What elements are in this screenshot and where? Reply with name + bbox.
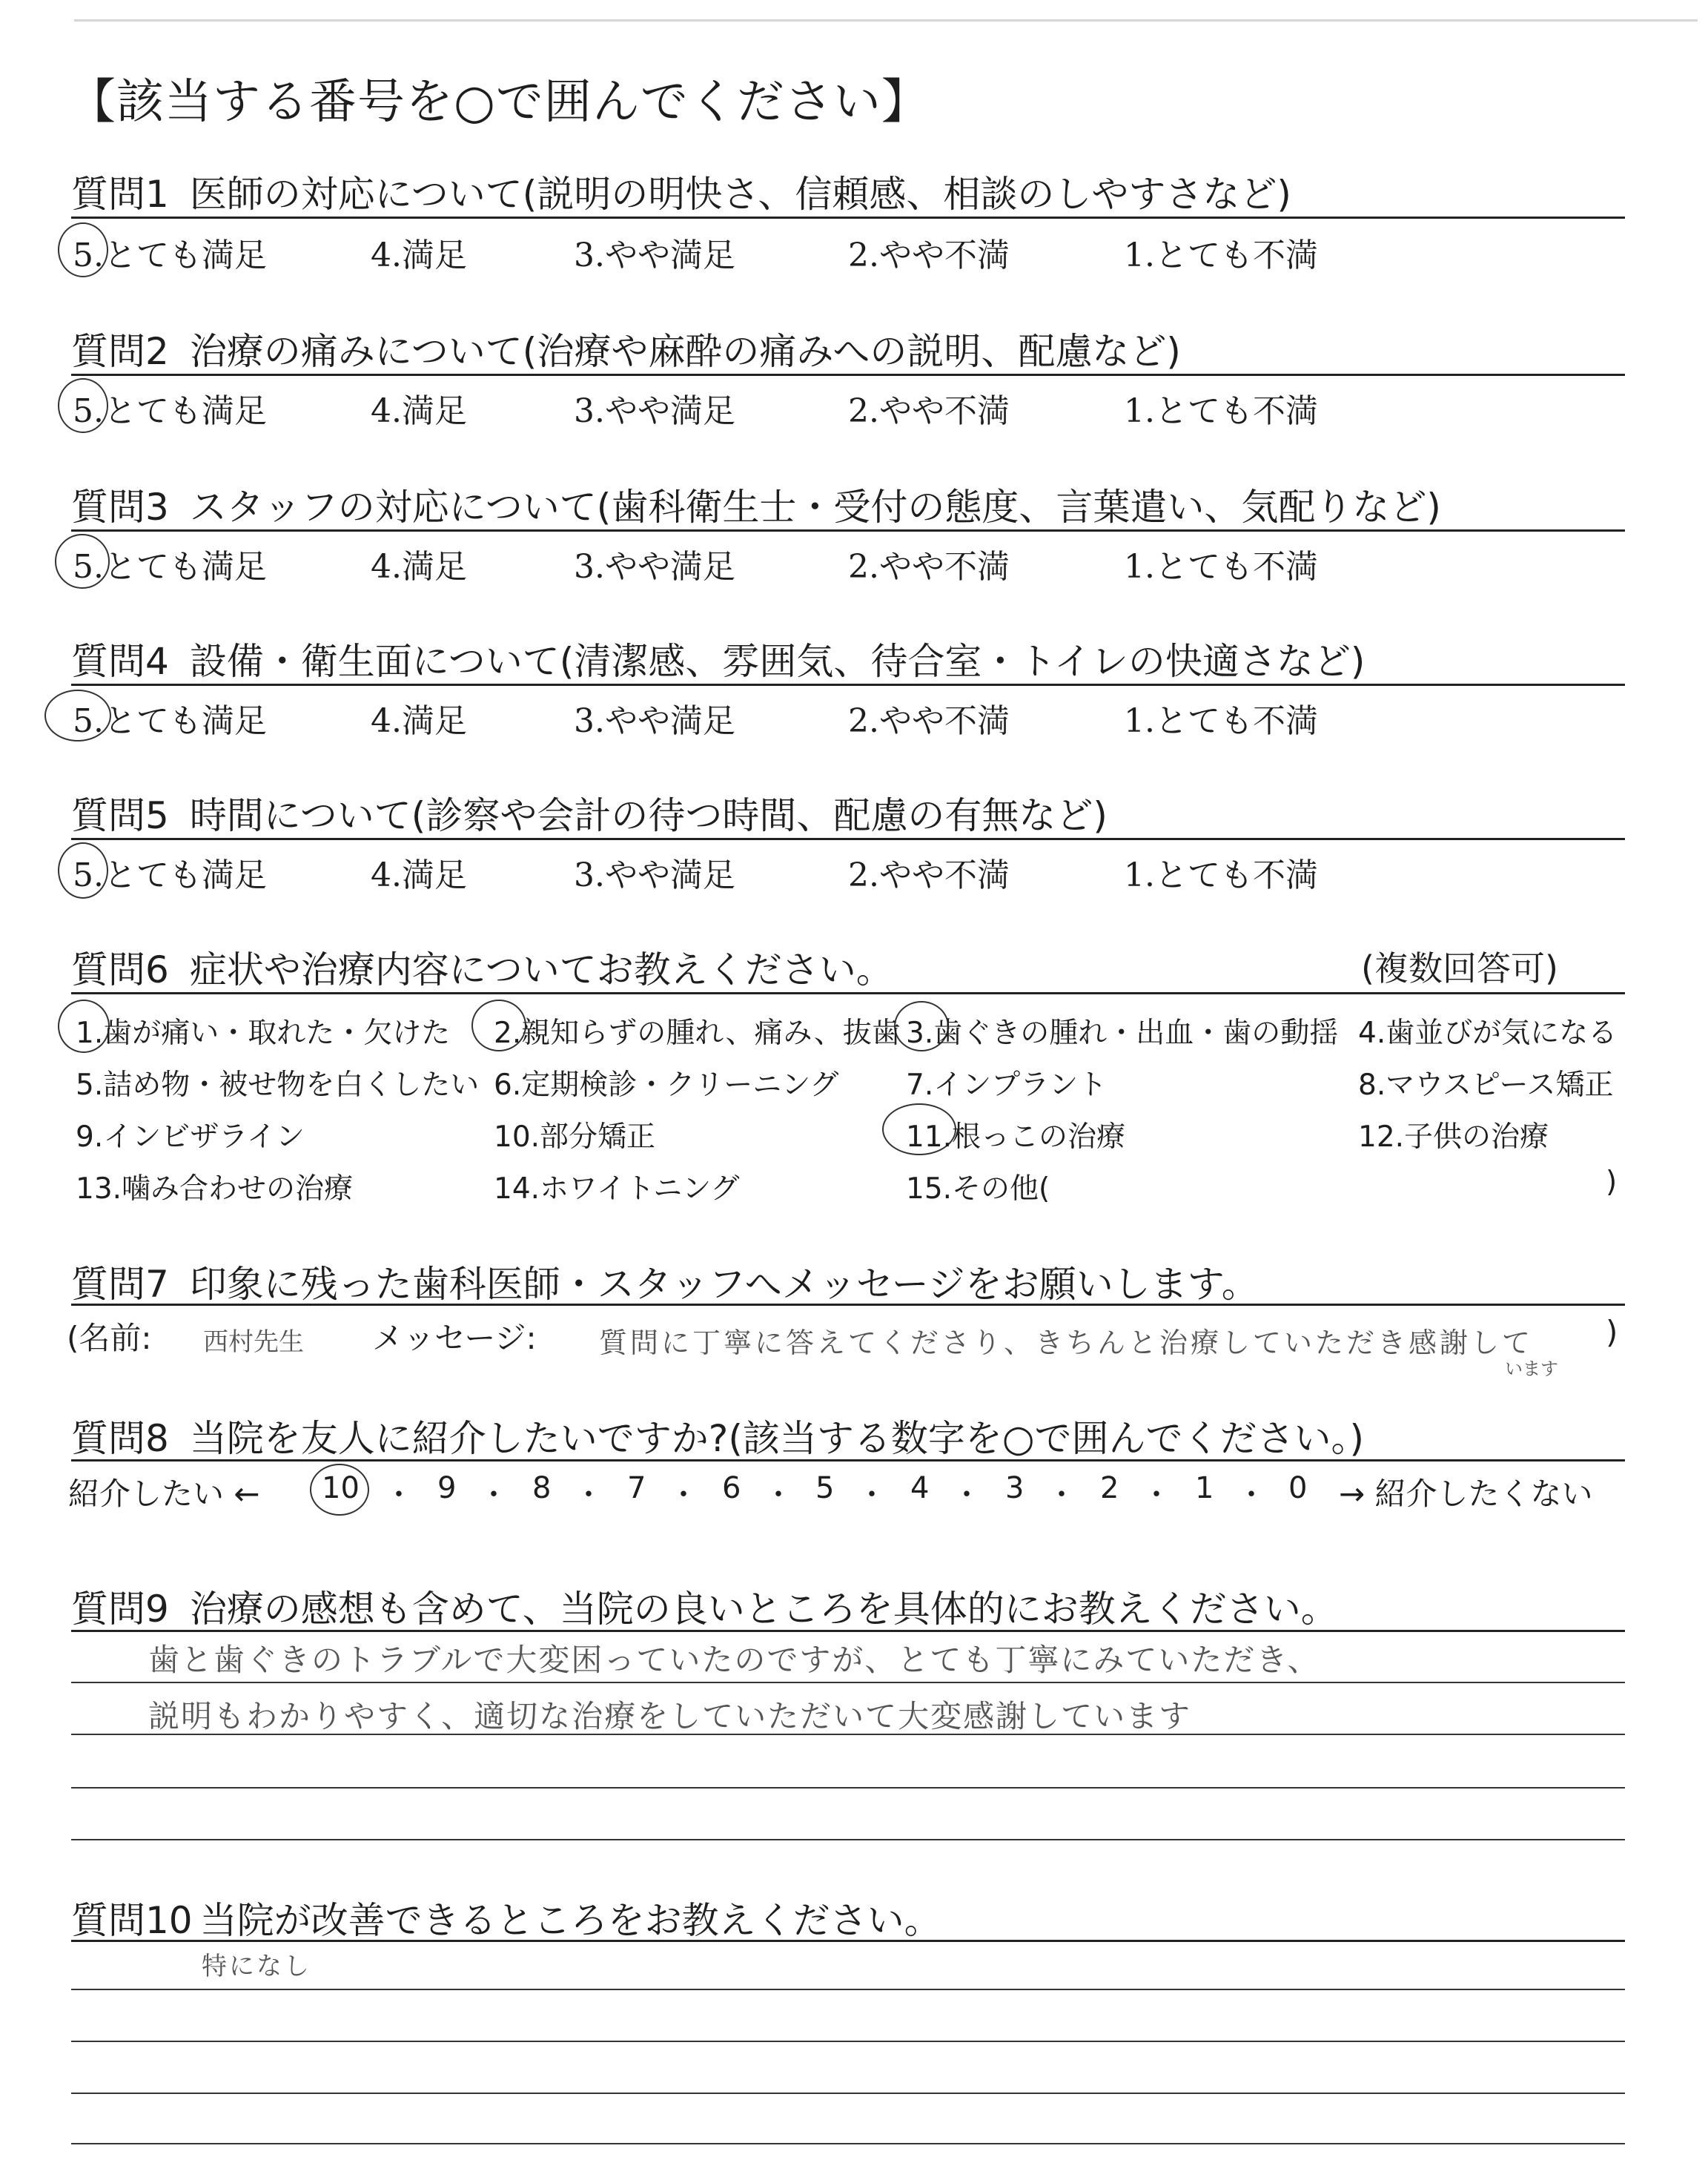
message-value[interactable]: 質問に丁寧に答えてくださり、きちんと治療していただき感謝して (599, 1327, 1534, 1359)
divider (71, 529, 1625, 532)
divider (71, 838, 1625, 840)
writing-line (71, 2041, 1625, 2042)
writing-line (71, 1839, 1625, 1840)
other-close-paren: ) (1606, 1166, 1618, 1199)
question-2-title (71, 322, 1181, 375)
divider (71, 1459, 1625, 1462)
question-text: 時間について(診察や会計の待つ時間、配慮の有無など) (189, 794, 1108, 837)
divider (71, 217, 1625, 219)
writing-line (71, 2143, 1625, 2144)
separator: ・ (764, 1478, 793, 1512)
option-3[interactable]: 3.やや満足 (574, 392, 735, 430)
option-4[interactable]: 4.満足 (371, 237, 467, 274)
question-text: 当院が改善できるところをお教えください。 (199, 1899, 941, 1942)
option-2[interactable]: 2.やや不満 (848, 548, 1010, 586)
answer-line-1[interactable]: 特になし (202, 1952, 311, 1981)
question-text: 症状や治療内容についてお教えください。 (189, 948, 893, 991)
option-12[interactable]: 12.子供の治療 (1358, 1120, 1549, 1154)
question-number: 質問7 (71, 1263, 169, 1306)
score-6[interactable]: 6 (722, 1471, 741, 1505)
option-2[interactable]: 2.やや不満 (848, 856, 1010, 894)
option-7[interactable]: 7.インプラント (906, 1069, 1108, 1102)
answer-line-2[interactable]: 説明もわかりやすく、適切な治療をしていただいて大変感謝しています (148, 1698, 1192, 1734)
writing-line (71, 1989, 1625, 1990)
top-border (74, 19, 1698, 22)
option-2[interactable]: 2.やや不満 (848, 702, 1010, 740)
separator: ・ (857, 1478, 887, 1512)
question-text: 治療の感想も含めて、当院の良いところを具体的にお教えください。 (189, 1588, 1338, 1631)
option-4[interactable]: 4.満足 (371, 392, 467, 430)
name-label: (名前: (67, 1320, 152, 1356)
name-value[interactable]: 西村先生 (203, 1327, 304, 1357)
divider (71, 992, 1625, 994)
separator: ・ (669, 1478, 698, 1512)
separator: ・ (1142, 1478, 1171, 1512)
answer-line-1[interactable]: 歯と歯ぐきのトラブルで大変困っていたのですが、とても丁寧にみていただき、 (148, 1642, 1320, 1678)
option-15[interactable]: 15.その他( (906, 1172, 1050, 1206)
score-8[interactable]: 8 (532, 1471, 552, 1505)
option-1[interactable]: 1.とても不満 (1124, 856, 1318, 894)
writing-line (71, 2093, 1625, 2094)
option-3[interactable]: 3.やや満足 (574, 702, 735, 740)
message-value-continued: います (1505, 1358, 1558, 1379)
separator: ・ (952, 1478, 982, 1512)
question-text: 医師の対応について(説明の明快さ、信頼感、相談のしやすさなど) (189, 173, 1291, 216)
question-6-title (71, 940, 893, 994)
question-number: 質問1 (71, 173, 169, 216)
question-9-title (71, 1579, 1338, 1633)
option-10[interactable]: 10.部分矯正 (494, 1120, 656, 1154)
score-7[interactable]: 7 (627, 1471, 646, 1505)
multiple-answers-note: (複数回答可) (1361, 948, 1558, 988)
option-3[interactable]: 3.やや満足 (574, 548, 735, 586)
option-1[interactable]: 1.とても不満 (1124, 702, 1318, 740)
option-5[interactable]: 5.とても満足 (73, 548, 267, 586)
question-number: 質問9 (71, 1588, 169, 1631)
option-4[interactable]: 4.満足 (371, 702, 467, 740)
score-9[interactable]: 9 (437, 1471, 457, 1505)
option-4[interactable]: 4.満足 (371, 856, 467, 894)
option-5[interactable]: 5.とても満足 (73, 237, 267, 274)
question-4-title (71, 632, 1365, 685)
option-1[interactable]: 1.とても不満 (1124, 237, 1318, 274)
option-9[interactable]: 9.インビザライン (76, 1120, 305, 1154)
question-text: 印象に残った歯科医師・スタッフへメッセージをお願いします。 (189, 1263, 1259, 1306)
score-4[interactable]: 4 (910, 1471, 930, 1505)
option-8[interactable]: 8.マウスピース矯正 (1358, 1069, 1614, 1102)
writing-line (71, 1787, 1625, 1789)
question-number: 質問8 (71, 1417, 169, 1460)
message-close-paren: ) (1606, 1314, 1618, 1350)
score-3[interactable]: 3 (1005, 1471, 1025, 1505)
option-5[interactable]: 5.とても満足 (73, 702, 267, 740)
option-2[interactable]: 2.やや不満 (848, 392, 1010, 430)
question-5-title (71, 786, 1108, 839)
divider (71, 1630, 1625, 1632)
writing-line (71, 1682, 1625, 1683)
option-5[interactable]: 5.詰め物・被せ物を白くしたい (76, 1069, 480, 1102)
question-text: 当院を友人に紹介したいですか?(該当する数字を○で囲んでください。) (189, 1417, 1364, 1460)
question-text: スタッフの対応について(歯科衛生士・受付の態度、言葉遣い、気配りなど) (189, 486, 1441, 529)
message-label: メッセージ: (372, 1320, 537, 1356)
score-1[interactable]: 1 (1195, 1471, 1214, 1505)
question-number: 質問5 (71, 794, 169, 837)
question-number: 質問3 (71, 486, 169, 529)
option-1[interactable]: 1.とても不満 (1124, 548, 1318, 586)
question-number: 質問2 (71, 330, 169, 373)
divider (71, 684, 1625, 686)
question-text: 設備・衛生面について(清潔感、雰囲気、待合室・トイレの快適さなど) (189, 640, 1366, 683)
option-2[interactable]: 2.やや不満 (848, 237, 1010, 274)
separator: ・ (574, 1478, 603, 1512)
question-text: 治療の痛みについて(治療や麻酔の痛みへの説明、配慮など) (189, 330, 1181, 373)
option-14[interactable]: 14.ホワイトニング (494, 1172, 740, 1206)
option-3[interactable]: 3.やや満足 (574, 237, 735, 274)
score-10[interactable]: 10 (322, 1471, 360, 1505)
recommend-label: 紹介したい ← (68, 1476, 260, 1512)
score-5[interactable]: 5 (815, 1471, 835, 1505)
question-number: 質問6 (71, 948, 169, 991)
divider (71, 1940, 1625, 1942)
separator: ・ (479, 1478, 509, 1512)
question-3-title (71, 478, 1441, 531)
option-11[interactable]: 11.根っこの治療 (906, 1120, 1126, 1154)
page-title: 【該当する番号を○で囲んでください】 (68, 75, 930, 130)
option-4[interactable]: 4.満足 (371, 548, 467, 586)
option-3[interactable]: 3.やや満足 (574, 856, 735, 894)
score-2[interactable]: 2 (1100, 1471, 1119, 1505)
question-7-title (71, 1255, 1259, 1308)
option-13[interactable]: 13.噛み合わせの治療 (76, 1172, 354, 1206)
question-1-title (71, 165, 1291, 218)
option-6[interactable]: 6.定期検診・クリーニング (494, 1069, 839, 1102)
option-3[interactable]: 3.歯ぐきの腫れ・出血・歯の動揺 (906, 1017, 1339, 1050)
question-10-title (71, 1891, 941, 1944)
separator: ・ (384, 1478, 414, 1512)
separator: ・ (1237, 1478, 1266, 1512)
option-1[interactable]: 1.歯が痛い・取れた・欠けた (76, 1017, 451, 1050)
score-0[interactable]: 0 (1288, 1471, 1308, 1505)
question-8-title (71, 1409, 1364, 1462)
option-2[interactable]: 2.親知らずの腫れ、痛み、抜歯 (494, 1017, 901, 1050)
option-1[interactable]: 1.とても不満 (1124, 392, 1318, 430)
option-5[interactable]: 5.とても満足 (73, 392, 267, 430)
divider (71, 374, 1625, 376)
option-5[interactable]: 5.とても満足 (73, 856, 267, 894)
question-number: 質問4 (71, 640, 169, 683)
question-number: 質問10 (71, 1899, 193, 1942)
not-recommend-label: → 紹介したくない (1339, 1476, 1593, 1512)
divider (71, 1304, 1625, 1306)
writing-line (71, 1734, 1625, 1735)
separator: ・ (1047, 1478, 1076, 1512)
option-4[interactable]: 4.歯並びが気になる (1358, 1017, 1618, 1050)
